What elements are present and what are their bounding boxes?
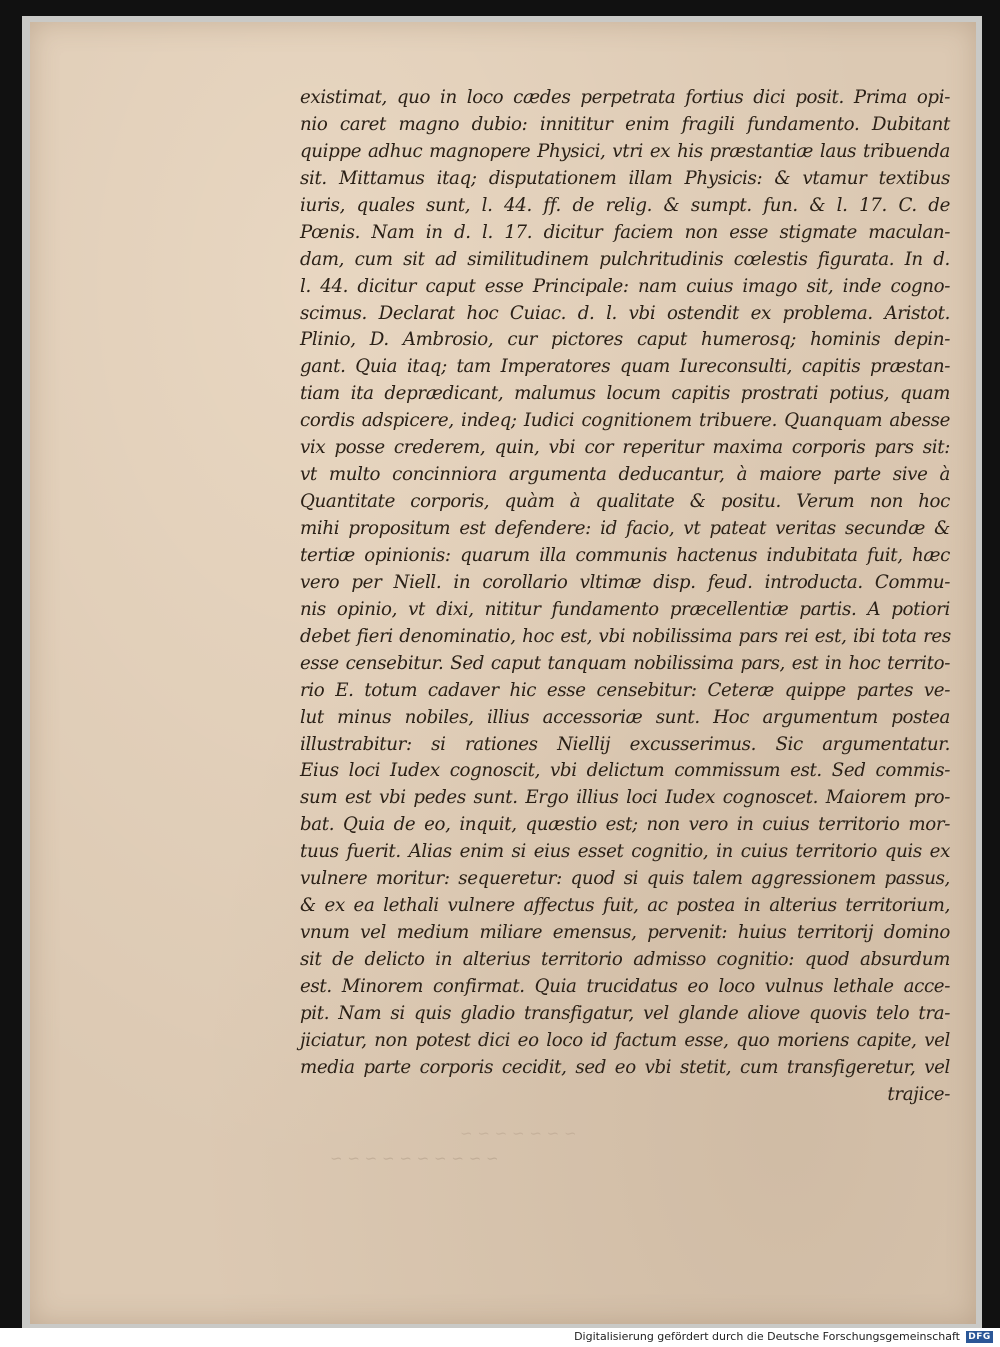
text-line: Plinio, D. Ambrosio, cur pictores caput humerosq; hominis depin- xyxy=(300,329,950,351)
bleed-through-text: ~ ~ ~ ~ ~ ~ ~ xyxy=(460,1125,577,1143)
text-line: cordis adspicere, indeq; Iudici cognitionem tribuere. Quanquam abesse xyxy=(300,410,950,432)
text-line: vulnere moritur: sequeretur: quod si quis talem aggressionem passus, xyxy=(300,868,950,890)
text-line: vix posse crederem, quin, vbi cor reperitur maxima corporis pars sit: xyxy=(300,437,950,459)
dfg-logo: DFG xyxy=(966,1331,993,1343)
text-line: sit de delicto in alterius territorio admisso cognitio: quod absurdum xyxy=(300,949,950,970)
text-line: illustrabitur: si rationes Niellij excusserimus. Sic argumentatur. xyxy=(300,733,950,755)
text-line: tertiæ opinionis: quarum illa communis hactenus indubitata fuit, hæc xyxy=(300,544,950,566)
text-line: sum est vbi pedes sunt. Ergo illius loci Iudex cognoscet. Maiorem pro- xyxy=(300,787,950,809)
text-line: tuus fuerit. Alias enim si eius esset cognitio, in cuius territorio quis ex xyxy=(300,841,950,863)
funding-credit: Digitalisierung gefördert durch die Deutsche Forschungsgemeinschaft xyxy=(574,1330,960,1343)
text-line: gant. Quia itaq; tam Imperatores quam Iureconsulti, capitis præstan- xyxy=(300,356,950,378)
footer-bar xyxy=(0,1328,1000,1347)
text-line: iuris, quales sunt, l. 44. ff. de relig. & sumpt. fun. & l. 17. C. de xyxy=(300,194,950,216)
text-line: sit. Mittamus itaq; disputationem illam Physicis: & vtamur textibus xyxy=(300,167,950,189)
text-line: nis opinio, vt dixi, nititur fundamento præcellentiæ partis. A potiori xyxy=(300,598,950,620)
body-text xyxy=(300,85,950,1109)
text-line: vero per Niell. in corollario vltimæ disp. feud. introducta. Commu- xyxy=(300,571,950,593)
text-line: est. Minorem confirmat. Quia trucidatus eo loco vulnus lethale acce- xyxy=(300,975,950,997)
book-page xyxy=(30,22,976,1324)
text-line: lut minus nobiles, illius accessoriæ sunt. Hoc argumentum postea xyxy=(300,706,950,728)
text-line: & ex ea lethali vulnere affectus fuit, ac postea in alterius territorium, xyxy=(300,895,950,917)
text-line: Quantitate corporis, quàm à qualitate & positu. Verum non hoc xyxy=(300,491,950,513)
catchword: trajice- xyxy=(887,1083,950,1105)
text-line: media parte corporis cecidit, sed eo vbi stetit, cum transfigeretur, vel xyxy=(300,1056,950,1078)
text-line: bat. Quia de eo, inquit, quæstio est; non vero in cuius territorio mor- xyxy=(300,814,950,836)
text-line: Eius loci Iudex cognoscit, vbi delictum commissum est. Sed commis- xyxy=(300,760,950,782)
text-line: quippe adhuc magnopere Physici, vtri ex his præstantiæ laus tribuenda xyxy=(300,140,950,162)
text-line: jiciatur, non potest dici eo loco id factum esse, quo moriens capite, vel xyxy=(300,1029,950,1051)
text-line: dam, cum sit ad similitudinem pulchritudinis cœlestis figurata. In d. xyxy=(300,248,950,270)
text-line: l. 44. dicitur caput esse Principale: nam cuius imago sit, inde cogno- xyxy=(300,275,950,297)
bleed-through-text: ~ ~ ~ ~ ~ ~ ~ ~ ~ ~ xyxy=(330,1150,499,1168)
text-line: vnum vel medium miliare emensus, pervenit: huius territorij domino xyxy=(300,922,950,944)
text-line: esse censebitur. Sed caput tanquam nobilissima pars, est in hoc territo- xyxy=(300,652,950,674)
text-line: tiam ita deprædicant, malumus locum capitis prostrati potius, quam xyxy=(300,383,950,405)
text-line: existimat, quo in loco cædes perpetrata fortius dici posit. Prima opi- xyxy=(300,87,950,108)
text-line: rio E. totum cadaver hic esse censebitur: Ceteræ quippe partes ve- xyxy=(300,679,950,701)
text-line: Pœnis. Nam in d. l. 17. dicitur faciem non esse stigmate maculan- xyxy=(300,221,950,243)
text-line: mihi propositum est defendere: id facio, vt pateat veritas secundæ & xyxy=(300,518,950,539)
text-line: scimus. Declarat hoc Cuiac. d. l. vbi ostendit ex problema. Aristot. xyxy=(300,302,950,324)
text-line: vt multo concinniora argumenta deducantur, à maiore parte sive à xyxy=(300,464,950,486)
text-line: nio caret magno dubio: innititur enim fragili fundamento. Dubitant xyxy=(300,113,950,135)
text-line: debet fieri denominatio, hoc est, vbi nobilissima pars rei est, ibi tota res xyxy=(300,625,951,647)
text-line: pit. Nam si quis gladio transfigatur, vel glande aliove quovis telo tra- xyxy=(300,1002,950,1024)
